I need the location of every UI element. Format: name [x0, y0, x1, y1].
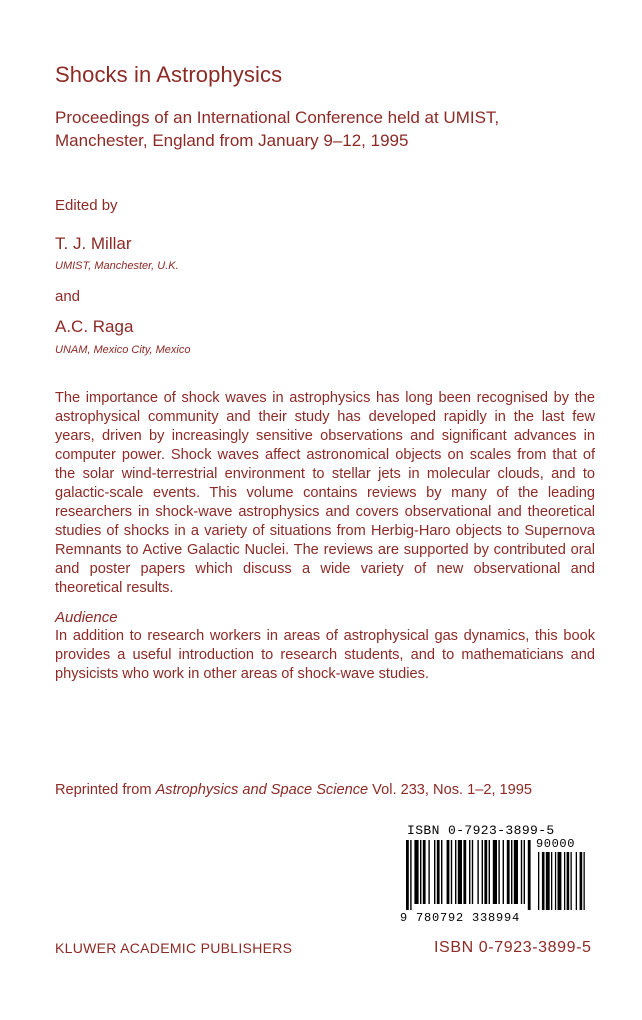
barcode-bar — [528, 840, 531, 910]
barcode-isbn-label: ISBN 0-7923-3899-5 — [407, 823, 555, 838]
barcode-addon-bar — [576, 852, 577, 910]
barcode-bar — [451, 840, 452, 904]
editor-name-1: T. J. Millar — [55, 234, 132, 253]
reprint-suffix: Vol. 233, Nos. 1–2, 1995 — [368, 782, 533, 798]
barcode-bar — [406, 840, 409, 910]
barcode-bar — [455, 840, 456, 904]
barcode-bar — [484, 840, 487, 904]
barcode-bar — [511, 840, 512, 904]
barcode-bar — [493, 840, 497, 904]
barcode-bar — [463, 840, 466, 904]
barcode-addon-bar — [551, 852, 552, 910]
barcode-addon-bar — [542, 852, 545, 910]
barcode-addon-bar — [546, 852, 550, 910]
subtitle-line-1: Proceedings of an International Conference held at UMIST, — [55, 108, 500, 127]
barcode-bar — [441, 840, 442, 904]
barcode-bar — [524, 840, 525, 904]
barcode-bar — [503, 840, 504, 904]
barcode-addon-bar — [584, 852, 585, 910]
barcode-bar — [414, 840, 418, 904]
barcode — [398, 823, 588, 929]
barcode-addon-bar — [564, 852, 565, 910]
barcode-addon-bar — [580, 852, 583, 910]
barcode-bar — [514, 840, 518, 904]
book-subtitle — [55, 106, 499, 152]
barcode-bar — [458, 840, 462, 904]
barcode-number: 9 780792 338994 — [400, 911, 521, 925]
editor-affiliation-1: UMIST, Manchester, U.K. — [55, 260, 179, 272]
barcode-bar — [437, 840, 440, 904]
edited-by-label: Edited by — [55, 197, 118, 214]
barcode-bar — [507, 840, 510, 904]
barcode-bar — [489, 840, 490, 904]
barcode-addon-number: 90000 — [536, 837, 576, 851]
audience-text: In addition to research workers in areas of astrophysical gas dynamics, this book provides a useful introduction to research students, and to mathematicians and physicists who work in other areas of shock-wave studies. — [55, 628, 595, 682]
barcode-addon-bar — [538, 852, 539, 910]
barcode-bar — [410, 840, 411, 910]
barcode-bar — [498, 840, 499, 904]
reprint-journal: Astrophysics and Space Science — [155, 782, 369, 798]
book-description: The importance of shock waves in astrophysics has long been recognised by the astrophysical community and their study has developed rapidly in the last few years, driven by increasingly sensitive observations and significant advances in computer power. Shock waves affect astronomical objects on scales from that of the solar wind-terrestrial environment to stellar jets in molecular clouds, and to galactic-scale events. This volume contains reviews by many of the leading researchers in shock-wave astrophysics and covers observational and theoretical studies of shocks in a variety of situations from Herbig-Haro objects to Supernova Remnants to Active Galactic Nuclei. The reviews are supported by contributed oral and poster papers which discuss a wide variety of new observational and theoretical results. — [55, 390, 595, 596]
barcode-addon-bar — [567, 852, 570, 910]
barcode-bars-graphic — [398, 838, 588, 912]
editor-name-2: A.C. Raga — [55, 317, 134, 336]
book-title: Shocks in Astrophysics — [55, 62, 283, 87]
audience-heading: Audience — [55, 609, 118, 626]
barcode-addon-bar — [558, 852, 562, 910]
barcode-bar — [482, 840, 483, 904]
barcode-bar — [423, 840, 426, 904]
reprint-note — [55, 782, 532, 798]
barcode-bar — [521, 840, 522, 904]
barcode-bar — [447, 840, 450, 904]
barcode-bar — [420, 840, 421, 904]
isbn-number: ISBN 0-7923-3899-5 — [434, 939, 592, 956]
barcode-bar — [469, 840, 470, 904]
subtitle-line-2: Manchester, England from January 9–12, 1995 — [55, 131, 409, 150]
barcode-bar — [434, 840, 435, 904]
barcode-bar — [477, 840, 478, 904]
barcode-addon-bar — [571, 852, 572, 910]
and-label: and — [55, 288, 81, 305]
barcode-addon-bar — [555, 852, 556, 910]
publisher-name: KLUWER ACADEMIC PUBLISHERS — [55, 940, 293, 956]
barcode-bar — [472, 840, 473, 904]
barcode-bar — [428, 840, 429, 904]
reprint-prefix: Reprinted from — [55, 782, 156, 798]
editor-affiliation-2: UNAM, Mexico City, Mexico — [55, 344, 191, 356]
